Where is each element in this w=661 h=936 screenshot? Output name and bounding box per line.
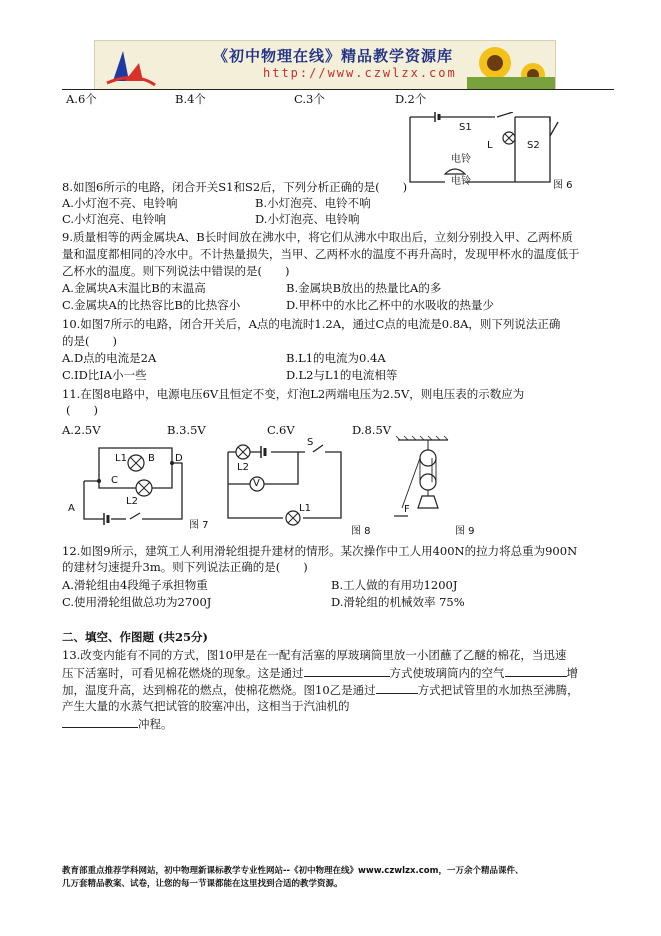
q10-option-a: A.D点的电流是2A [62, 351, 157, 365]
q9-line-2: 量和温度都相同的冷水中。不计热量损失，当甲、乙两杯水的温度不再升高时，发现甲杯水的温度低于 [62, 247, 580, 261]
fig8-l2: L2 [237, 462, 249, 473]
q13-line-3b: 方式把试管里的水加热至沸腾， [417, 683, 579, 697]
header-rule [62, 89, 614, 90]
q9-option-d: D.甲杯中的水比乙杯中的水吸收的热量少 [286, 298, 494, 312]
q12-option-c: C.使用滑轮组做总功为2700J [62, 595, 212, 609]
q8-option-d: D.小灯泡亮、电铃响 [255, 212, 360, 226]
q12-option-a: A.滑轮组由4段绳子承担物重 [62, 578, 208, 592]
fig7-a: A [68, 503, 75, 514]
q8-option-b: B.小灯泡亮、电铃不响 [255, 196, 371, 210]
q8-stem: 8.如图6所示的电路，闭合开关S1和S2后，下列分析正确的是( ) [62, 180, 408, 194]
q9-option-b: B.金属块B放出的热量比A的多 [286, 281, 442, 295]
fig7-l1: L1 [115, 453, 127, 464]
q9-option-a: A.金属块A末温比B的末温高 [62, 281, 206, 295]
q9-line-1: 9.质量相等的两金属块A、B长时间放在沸水中，将它们从沸水中取出后，立刻分别投入甲、乙两杯质 [62, 230, 573, 244]
fig6-bell-bottom: 电铃 [451, 176, 471, 187]
q8-option-c: C.小灯泡亮、电铃响 [62, 212, 167, 226]
q10-line-2: 的是( ) [62, 334, 117, 348]
q13-line-2 [62, 665, 578, 681]
q13-line-4: 产生大量的水蒸气把试管的胶塞冲出，这相当于汽油机的 [62, 699, 350, 713]
q11-line-1: 11.在图8电路中，电源电压6V且恒定不变，灯泡L2两端电压为2.5V，则电压表的示数应为 [62, 387, 525, 401]
q12-option-b: B.工人做的有用功1200J [331, 578, 458, 592]
fig7-d: D [175, 453, 183, 464]
answer-blank-2[interactable] [505, 665, 567, 677]
fig7-l2: L2 [126, 496, 138, 507]
fig7-c: C [111, 475, 118, 486]
q12-option-d: D.滑轮组的机械效率 75% [331, 595, 465, 609]
q7-option-a: A.6个 [66, 92, 97, 106]
q7-option-b: B.4个 [175, 92, 206, 106]
footer-line-1: 教育部重点推荐学科网站，初中物理新课标教学专业性网站--《初中物理在线》www.czwlzx.com，一万余个精品课件、 [62, 866, 524, 876]
answer-blank-4[interactable] [62, 716, 138, 728]
fig6-label: 图 6 [553, 180, 573, 191]
banner-url[interactable]: http://www.czwlzx.com [263, 66, 457, 80]
q9-option-c: C.金属块A的比热容比B的比热容小 [62, 298, 241, 312]
fig8-label: 图 8 [351, 526, 371, 537]
q11-option-a: A.2.5V [62, 423, 101, 437]
fig6-bell-top: 电铃 [451, 154, 471, 165]
fig8-l1: L1 [299, 503, 311, 514]
q12-line-1: 12.如图9所示，建筑工人利用滑轮组提升建材的情形。某次操作中工人用400N的拉力将总重为900N [62, 544, 578, 558]
q7-option-c: C.3个 [294, 92, 325, 106]
fig8-v: V [253, 478, 260, 489]
q12-line-2: 的建材匀速提升3m。则下列说法正确的是( ) [62, 560, 308, 574]
banner-title: 《初中物理在线》精品教学资源库 [213, 47, 454, 65]
q13-line-3a: 加，温度升高，达到棉花的燃点，使棉花燃烧。图10乙是通过 [62, 683, 376, 697]
header-banner [94, 40, 556, 90]
fig9-f: F [404, 504, 410, 515]
fig6-s2: S2 [527, 140, 540, 151]
q9-line-3: 乙杯水的温度。则下列说法中错误的是( ) [62, 264, 290, 278]
q13-line-2a: 压下活塞时，可看见棉花燃烧的现象。这是通过 [62, 666, 304, 680]
q10-option-b: B.L1的电流为0.4A [286, 351, 386, 365]
q13-line-2b: 方式使玻璃筒内的空气 [389, 666, 505, 680]
q7-option-d: D.2个 [395, 92, 427, 106]
answer-blank-3[interactable] [376, 682, 418, 694]
q11-option-b: B.3.5V [167, 423, 206, 437]
q11-option-c: C.6V [267, 423, 295, 437]
q11-line-2: ( ) [66, 403, 98, 417]
answer-blank-1[interactable] [304, 665, 390, 677]
section-2-title: 二、填空、作图题 (共25分) [62, 630, 208, 644]
fig7-b: B [148, 453, 155, 464]
fig8-s: S [307, 437, 314, 448]
figure-8-circuit [223, 440, 373, 532]
q11-option-d: D.8.5V [352, 423, 392, 437]
fig6-s1: S1 [459, 122, 472, 133]
figure-9-pulley [388, 436, 460, 528]
footer [62, 865, 622, 891]
fig7-label: 图 7 [189, 520, 209, 531]
q13-line-1: 13.改变内能有不同的方式，图10甲是在一配有活塞的厚玻璃筒里放一小团蘸了乙醚的棉花，当迅速 [62, 648, 567, 662]
q13-line-3 [62, 682, 579, 698]
q8-option-a: A.小灯泡不亮、电铃响 [62, 196, 178, 210]
footer-line-2: 几万套精品教案、试卷，让您的每一节课都能在这里找到合适的教学资源。 [62, 879, 343, 889]
q13-line-2c: 增 [566, 666, 578, 680]
q13-line-5-text: 冲程。 [138, 717, 173, 731]
fig6-lamp: L [487, 140, 493, 151]
q13-line-5 [62, 716, 173, 732]
fig9-label: 图 9 [455, 526, 475, 537]
q10-option-d: D.L2与L1的电流相等 [286, 368, 398, 382]
q10-line-1: 10.如图7所示的电路，闭合开关后，A点的电流时1.2A，通过C点的电流是0.8A，则下列说法正确 [62, 317, 561, 331]
q10-option-c: C.ID比IA小一些 [62, 368, 147, 382]
